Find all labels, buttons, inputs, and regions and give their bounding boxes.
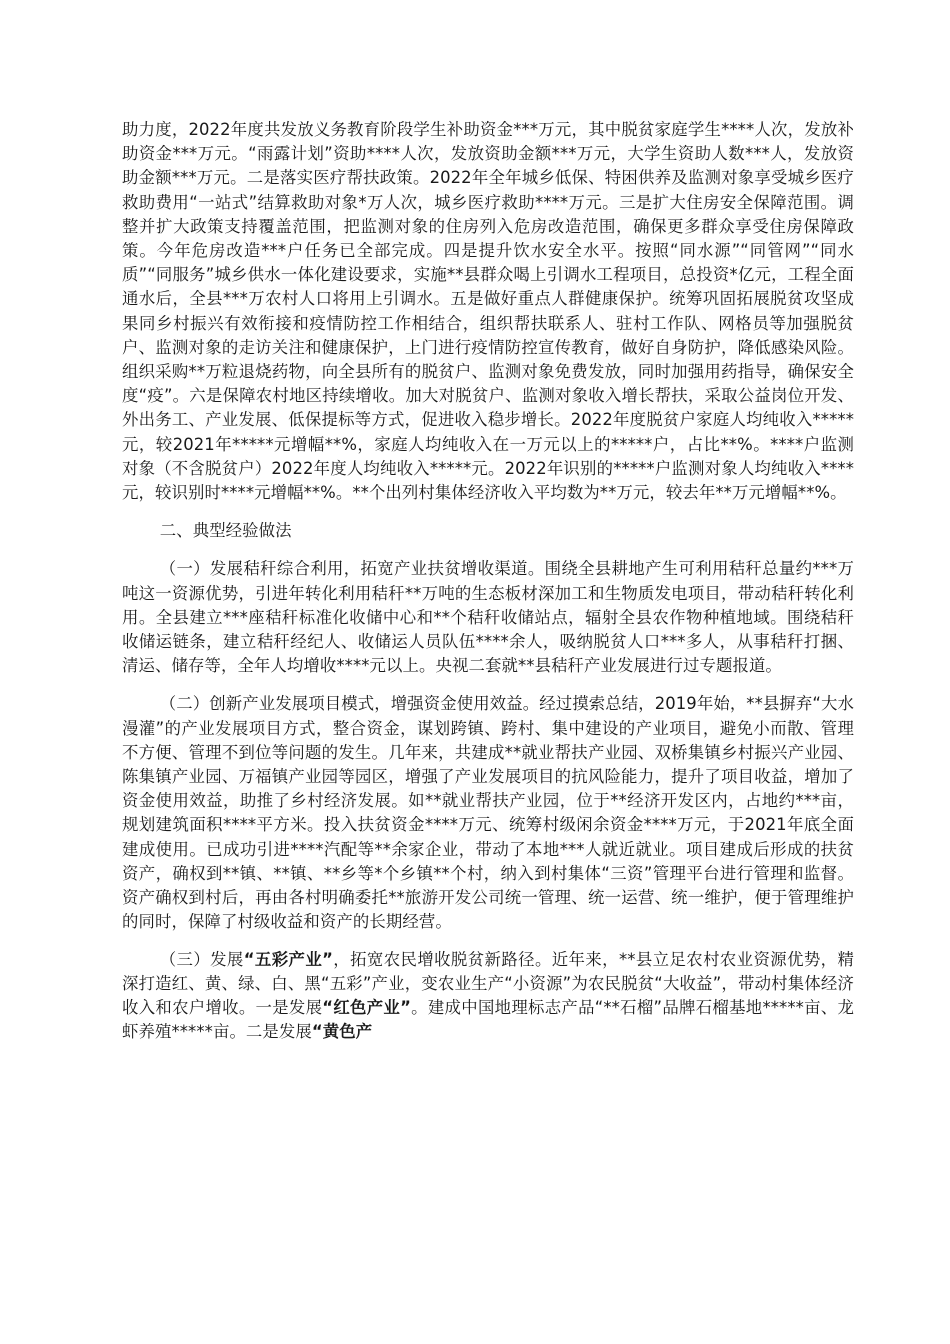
item-2-body: 经过摸索总结，2019年始，**县摒弃“大水漫灌”的产业发展项目方式，整合资金，谋划跨镇、跨村、集中建设的产业项目，避免小而散、管理不方便、管理不到位等问题的发生。几年来，共建成**就业帮扶产业园、双桥集镇乡村振兴产业园、陈集镇产业园、万福镇产业园等园区，增强了产业发展项目的抗风险能力，提升了项目收益，增加了资金使用效益，助推了乡村经济发展。如**就业帮扶产业园，位于**经济开发区内，占地约***亩，规划建筑面积****平方米。投入扶贫资金****万元、统筹村级闲余资金****万元，于2021年底全面建成使用。已成功引进****汽配等**余家企业，带动了本地***人就近就业。项目建成后形成的扶贫资产，确权到**镇、**镇、**乡等*个乡镇**个村，纳入到村集体“三资”管理平台进行管理和监督。资产确权到村后，再由各村明确委托**旅游开发公司统一管理、统一运营、统一维护，便于管理维护的同时，保障了村级收益和资产的长期经营。 xyxy=(122,694,854,932)
item-3-lead-c: ，拓宽农民增收脱贫新路径。 xyxy=(333,949,552,969)
item-3-paragraph xyxy=(122,948,854,1045)
item-3-red-industry: “红色产业” xyxy=(322,997,411,1017)
item-2-paragraph xyxy=(122,692,854,934)
document-page xyxy=(122,118,854,1044)
item-3-lead-b: “五彩产业” xyxy=(243,949,333,969)
item-3-body-a: 近年来，**县立足农村农业资源优势，精深打造红、黄、绿、白、黑“五彩”产业，变农业生产“小资源”为农民脱贫“大收益”，带动村集体经济收入和农户增收。一是发展 xyxy=(122,949,854,1017)
item-1-paragraph xyxy=(122,557,854,678)
item-2-lead: （二）创新产业发展项目模式，增强资金使用效益。 xyxy=(159,694,540,714)
item-1-lead: （一）发展秸秆综合利用，拓宽产业扶贫增收渠道。 xyxy=(159,559,545,579)
section-heading: 二、典型经验做法 xyxy=(159,521,292,541)
item-3-body-b: 。建成中国地理标志产品“**石榴”品牌石榴基地*****亩、龙虾养殖*****亩。二是发展 xyxy=(122,997,854,1042)
item-1-body: 围绕全县耕地产生可利用秸秆总量约***万吨这一资源优势，引进年转化利用秸秆**万吨的生态板材深加工和生物质发电项目，带动秸秆转化利用。全县建立***座秸秆标准化收储中心和**个秸秆收储站点，辐射全县农作物种植地域。围绕秸秆收储运链条，建立秸秆经纪人、收储运人员队伍****余人，吸纳脱贫人口***多人，从事秸秆打捆、清运、储存等，全年人均增收****元以上。央视二套就**县秸秆产业发展进行过专题报道。 xyxy=(122,559,854,676)
item-3-lead-a: （三）发展 xyxy=(159,949,244,969)
intro-paragraph: 助力度，2022年度共发放义务教育阶段学生补助资金***万元，其中脱贫家庭学生****人次，发放补助资金***万元。“雨露计划”资助****人次，发放资助金额***万元，大学生资助人数***人，发放资助金额***万元。二是落实医疗帮扶政策。2022年全年城乡低保、特困供养及监测对象享受城乡医疗救助费用“一站式”结算救助对象*万人次，城乡医疗救助****万元。三是扩大住房安全保障范围。调整并扩大政策支持覆盖范围，把监测对象的住房列入危房改造范围，确保更多群众享受住房保障政策。今年危房改造***户任务已全部完成。四是提升饮水安全水平。按照“同水源”“同管网”“同水质”“同服务”城乡供水一体化建设要求，实施**县群众喝上引调水工程项目，总投资*亿元，工程全面通水后，全县***万农村人口将用上引调水。五是做好重点人群健康保护。统筹巩固拓展脱贫攻坚成果同乡村振兴有效衔接和疫情防控工作相结合，组织帮扶联系人、驻村工作队、网格员等加强脱贫户、监测对象的走访关注和健康保护，上门进行疫情防控宣传教育，做好自身防护，降低感染风险。组织采购**万粒退烧药物，向全县所有的脱贫户、监测对象免费发放，同时加强用药指导，确保安全度“疫”。六是保障农村地区持续增收。加大对脱贫户、监测对象收入增长帮扶，采取公益岗位开发、外出务工、产业发展、低保提标等方式，促进收入稳步增长。2022年度脱贫户家庭人均纯收入*****元，较2021年*****元增幅**%，家庭人均纯收入在一万元以上的*****户，占比**%。****户监测对象（不含脱贫户）2022年度人均纯收入*****元。2022年识别的*****户监测对象人均纯收入****元，较识别时****元增幅**%。**个出列村集体经济收入平均数为**万元，较去年**万元增幅**%。 xyxy=(122,120,854,503)
item-3-yellow-industry: “黄色产 xyxy=(311,1022,373,1042)
